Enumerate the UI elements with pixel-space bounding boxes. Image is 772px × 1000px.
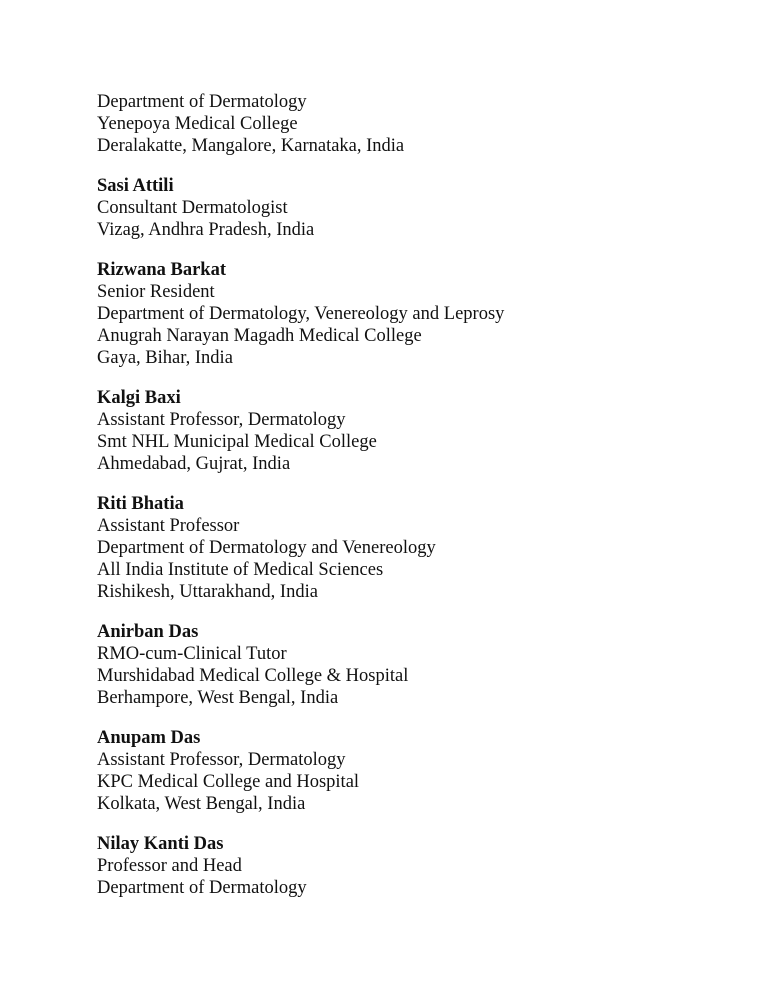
author-entry [97,727,737,815]
affiliation-line: Professor and Head [97,856,242,876]
affiliation-line: All India Institute of Medical Sciences [97,560,384,580]
affiliation-line: Vizag, Andhra Pradesh, India [97,220,315,240]
affiliation-line: Assistant Professor [97,516,240,536]
affiliation-line: KPC Medical College and Hospital [97,772,360,792]
affiliation-line: Deralakatte, Mangalore, Karnataka, India [97,136,405,156]
affiliation-line: RMO-cum-Clinical Tutor [97,644,287,664]
affiliation-line: Senior Resident [97,282,215,302]
affiliation-line: Consultant Dermatologist [97,198,288,218]
author-name: Anupam Das [97,728,201,748]
affiliation-line: Ahmedabad, Gujrat, India [97,454,291,474]
author-entry [97,387,737,475]
author-entry [97,833,737,899]
affiliation-line: Department of Dermatology and Venereology [97,538,436,558]
author-name: Kalgi Baxi [97,388,181,408]
author-name: Anirban Das [97,622,199,642]
author-entry [97,621,737,709]
affiliation-line: Rishikesh, Uttarakhand, India [97,582,318,602]
document-page [97,91,737,917]
affiliation-line: Department of Dermatology [97,878,307,898]
author-entry [97,259,737,369]
affiliation-line: Anugrah Narayan Magadh Medical College [97,326,422,346]
affiliation-line: Assistant Professor, Dermatology [97,410,346,430]
affiliation-line: Department of Dermatology [97,92,307,112]
affiliation-line: Murshidabad Medical College & Hospital [97,666,409,686]
author-entry [97,175,737,241]
intro-lines [97,91,737,157]
intro-affiliation [97,91,737,157]
author-name: Rizwana Barkat [97,260,226,280]
affiliation-line: Berhampore, West Bengal, India [97,688,339,708]
affiliation-line: Kolkata, West Bengal, India [97,794,306,814]
author-name: Riti Bhatia [97,494,184,514]
affiliation-line: Department of Dermatology, Venereology and Leprosy [97,304,505,324]
affiliation-line: Gaya, Bihar, India [97,348,233,368]
author-name: Nilay Kanti Das [97,834,224,854]
author-name: Sasi Attili [97,176,174,196]
affiliation-line: Yenepoya Medical College [97,114,298,134]
affiliation-line: Assistant Professor, Dermatology [97,750,346,770]
affiliation-line: Smt NHL Municipal Medical College [97,432,377,452]
author-entry [97,493,737,603]
